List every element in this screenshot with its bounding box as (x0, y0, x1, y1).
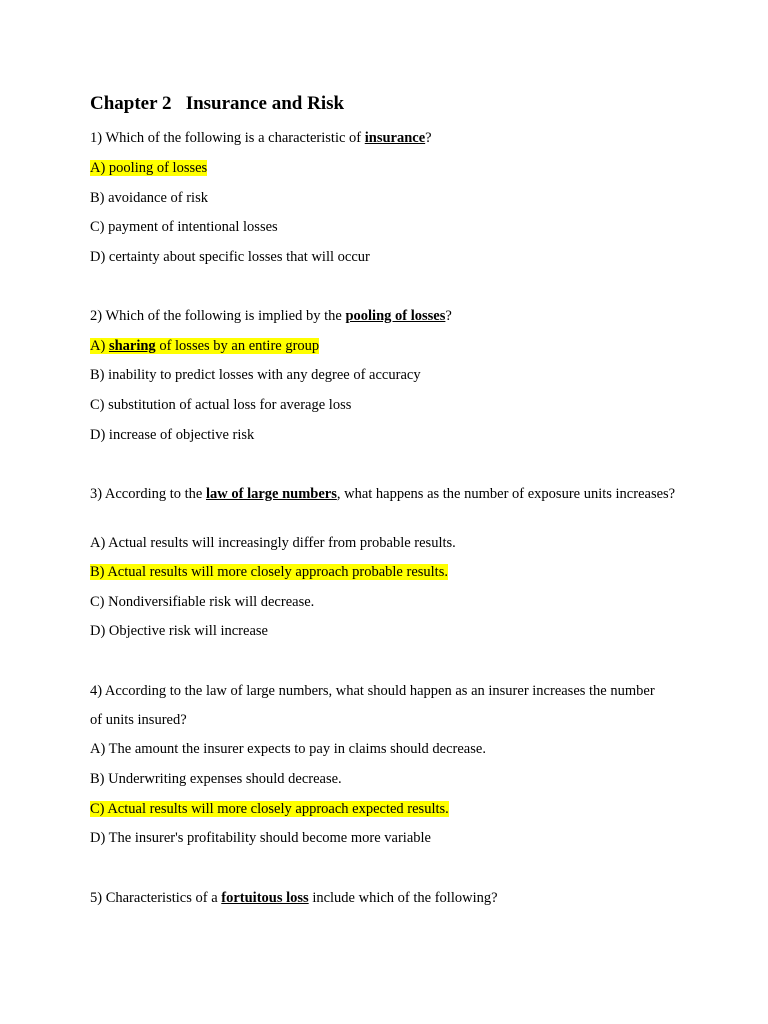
question-4-stem-line-1: 4) According to the law of large numbers, what should happen as an insurer increases the number (90, 683, 655, 699)
correct-answer-highlight (90, 338, 319, 354)
option-text: of losses by an entire group (155, 338, 320, 354)
question-2-option-a-keyword: sharing (108, 338, 156, 354)
question-2-keyword: pooling of losses (345, 308, 446, 324)
question-2-option-c: C) substitution of actual loss for average loss (90, 397, 352, 413)
question-2-stem (90, 307, 452, 325)
question-1-keyword: insurance (364, 130, 426, 146)
question-1-option-b: B) avoidance of risk (90, 190, 208, 206)
correct-answer-highlight: B) Actual results will more closely approach probable results. (90, 564, 448, 580)
question-2-stem-end: ? (445, 308, 452, 324)
question-3-option-c: C) Nondiversifiable risk will decrease. (90, 594, 315, 610)
correct-answer-highlight: C) Actual results will more closely approach expected results. (90, 801, 449, 817)
question-3-option-b (90, 563, 448, 581)
question-1-option-d: D) certainty about specific losses that will occur (90, 249, 370, 265)
question-2-option-d: D) increase of objective risk (90, 427, 255, 443)
question-5-stem-text: 5) Characteristics of a (90, 890, 222, 906)
question-3-stem (90, 485, 680, 503)
question-4-option-d: D) The insurer's profitability should become more variable (90, 830, 431, 846)
question-4-option-a: A) The amount the insurer expects to pay in claims should decrease. (90, 741, 486, 757)
question-3-stem-end: , what happens as the number of exposure units increases? (336, 486, 676, 502)
question-5-stem-end: include which of the following? (308, 890, 498, 906)
question-3-option-a: A) Actual results will increasingly differ from probable results. (90, 535, 456, 551)
question-4-option-b: B) Underwriting expenses should decrease. (90, 771, 342, 787)
correct-answer-highlight: A) pooling of losses (90, 160, 208, 176)
question-2-option-b: B) inability to predict losses with any degree of accuracy (90, 367, 421, 383)
question-1-option-a (90, 159, 207, 177)
question-3-stem-text: 3) According to the (90, 486, 206, 502)
question-3-option-d: D) Objective risk will increase (90, 623, 268, 639)
question-5-keyword: fortuitous loss (221, 890, 309, 906)
question-2-option-a (90, 337, 319, 355)
question-1-stem (90, 129, 432, 147)
question-4-option-c (90, 800, 449, 818)
question-5-stem (90, 889, 498, 907)
question-1-option-c: C) payment of intentional losses (90, 219, 278, 235)
question-1-stem-end: ? (425, 130, 432, 146)
question-1-stem-text: 1) Which of the following is a characteristic of (90, 130, 365, 146)
option-prefix: A) (90, 338, 109, 354)
question-2-stem-text: 2) Which of the following is implied by the (90, 308, 346, 324)
question-3-keyword: law of large numbers (205, 486, 337, 502)
question-4-stem-line-2: of units insured? (90, 712, 187, 728)
chapter-title: Chapter 2 Insurance and Risk (90, 93, 345, 114)
